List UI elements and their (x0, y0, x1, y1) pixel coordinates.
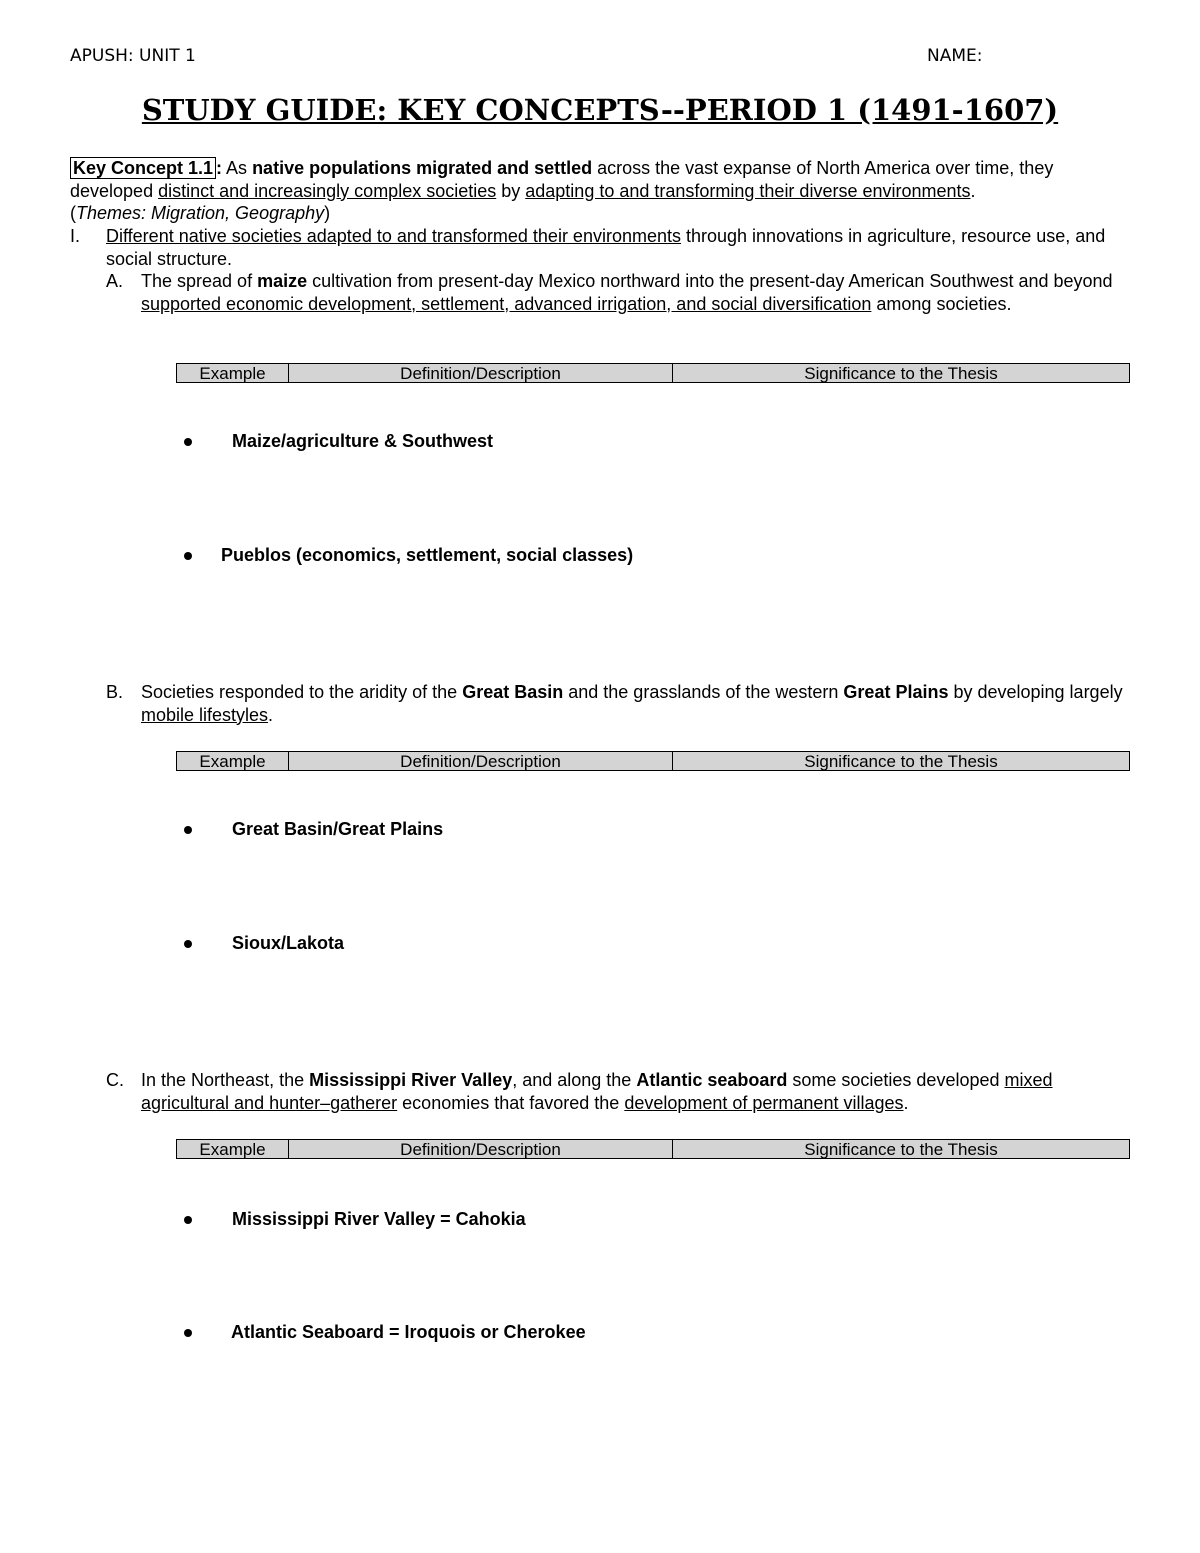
list-item: Pueblos (economics, settlement, social classes) (184, 545, 633, 566)
bullet-icon (184, 438, 192, 446)
col-example: Example (177, 1140, 289, 1158)
page-title: STUDY GUIDE: KEY CONCEPTS--PERIOD 1 (1491-1607) (141, 93, 1059, 127)
table-header-b (176, 751, 1130, 771)
bullet-icon (184, 1329, 192, 1337)
sub-a-marker: A. (106, 271, 124, 291)
section-i-text: Different native societies adapted to and transformed their environments through innovations in agriculture, resource use, and social structure. (106, 226, 1106, 269)
sub-c-marker: C. (106, 1070, 124, 1090)
bullet-icon (184, 826, 192, 834)
section-i-marker: I. (70, 226, 81, 246)
sub-b-marker: B. (106, 682, 124, 702)
key-concept-label: Key Concept 1.1 (70, 157, 216, 179)
key-concept-paragraph: Key Concept 1.1 : As native populations migrated and settled across the vast expanse of North America over time, they developed distinct and increasingly complex societies by adapting to and transforming their diverse environments. (Themes: Migration, Geography) (70, 158, 1054, 223)
list-item: Sioux/Lakota (184, 933, 344, 954)
col-definition: Definition/Description (289, 364, 673, 382)
sub-b-text: Societies responded to the aridity of the Great Basin and the grasslands of the western Great Plains by developing largely mobile lifestyles. (141, 682, 1123, 725)
themes: Themes: Migration, Geography (76, 203, 325, 223)
col-significance: Significance to the Thesis (804, 364, 998, 383)
col-significance: Significance to the Thesis (804, 752, 998, 771)
list-item: Mississippi River Valley = Cahokia (184, 1209, 526, 1230)
sub-a-text: The spread of maize cultivation from present-day Mexico northward into the present-day American Southwest and beyond supported economic development, settlement, advanced irrigation, and social diversification among societies. (141, 271, 1113, 314)
col-definition: Definition/Description (289, 1140, 673, 1158)
list-item: Maize/agriculture & Southwest (184, 431, 493, 452)
col-example: Example (177, 364, 289, 382)
col-example: Example (177, 752, 289, 770)
col-significance: Significance to the Thesis (804, 1140, 998, 1159)
table-header-c (176, 1139, 1130, 1159)
bullet-icon (184, 940, 192, 948)
bullet-icon (184, 1216, 192, 1224)
course-label: APUSH: UNIT 1 (70, 46, 196, 66)
list-item: Atlantic Seaboard = Iroquois or Cherokee (184, 1322, 586, 1343)
name-label: NAME: (927, 46, 983, 66)
bullet-icon (184, 552, 192, 560)
table-header-a (176, 363, 1130, 383)
sub-c-text: In the Northeast, the Mississippi River Valley, and along the Atlantic seaboard some societies developed mixed agricultural and hunter–gatherer economies that favored the development of permanent villages. (141, 1070, 1053, 1113)
list-item: Great Basin/Great Plains (184, 819, 443, 840)
col-definition: Definition/Description (289, 752, 673, 770)
